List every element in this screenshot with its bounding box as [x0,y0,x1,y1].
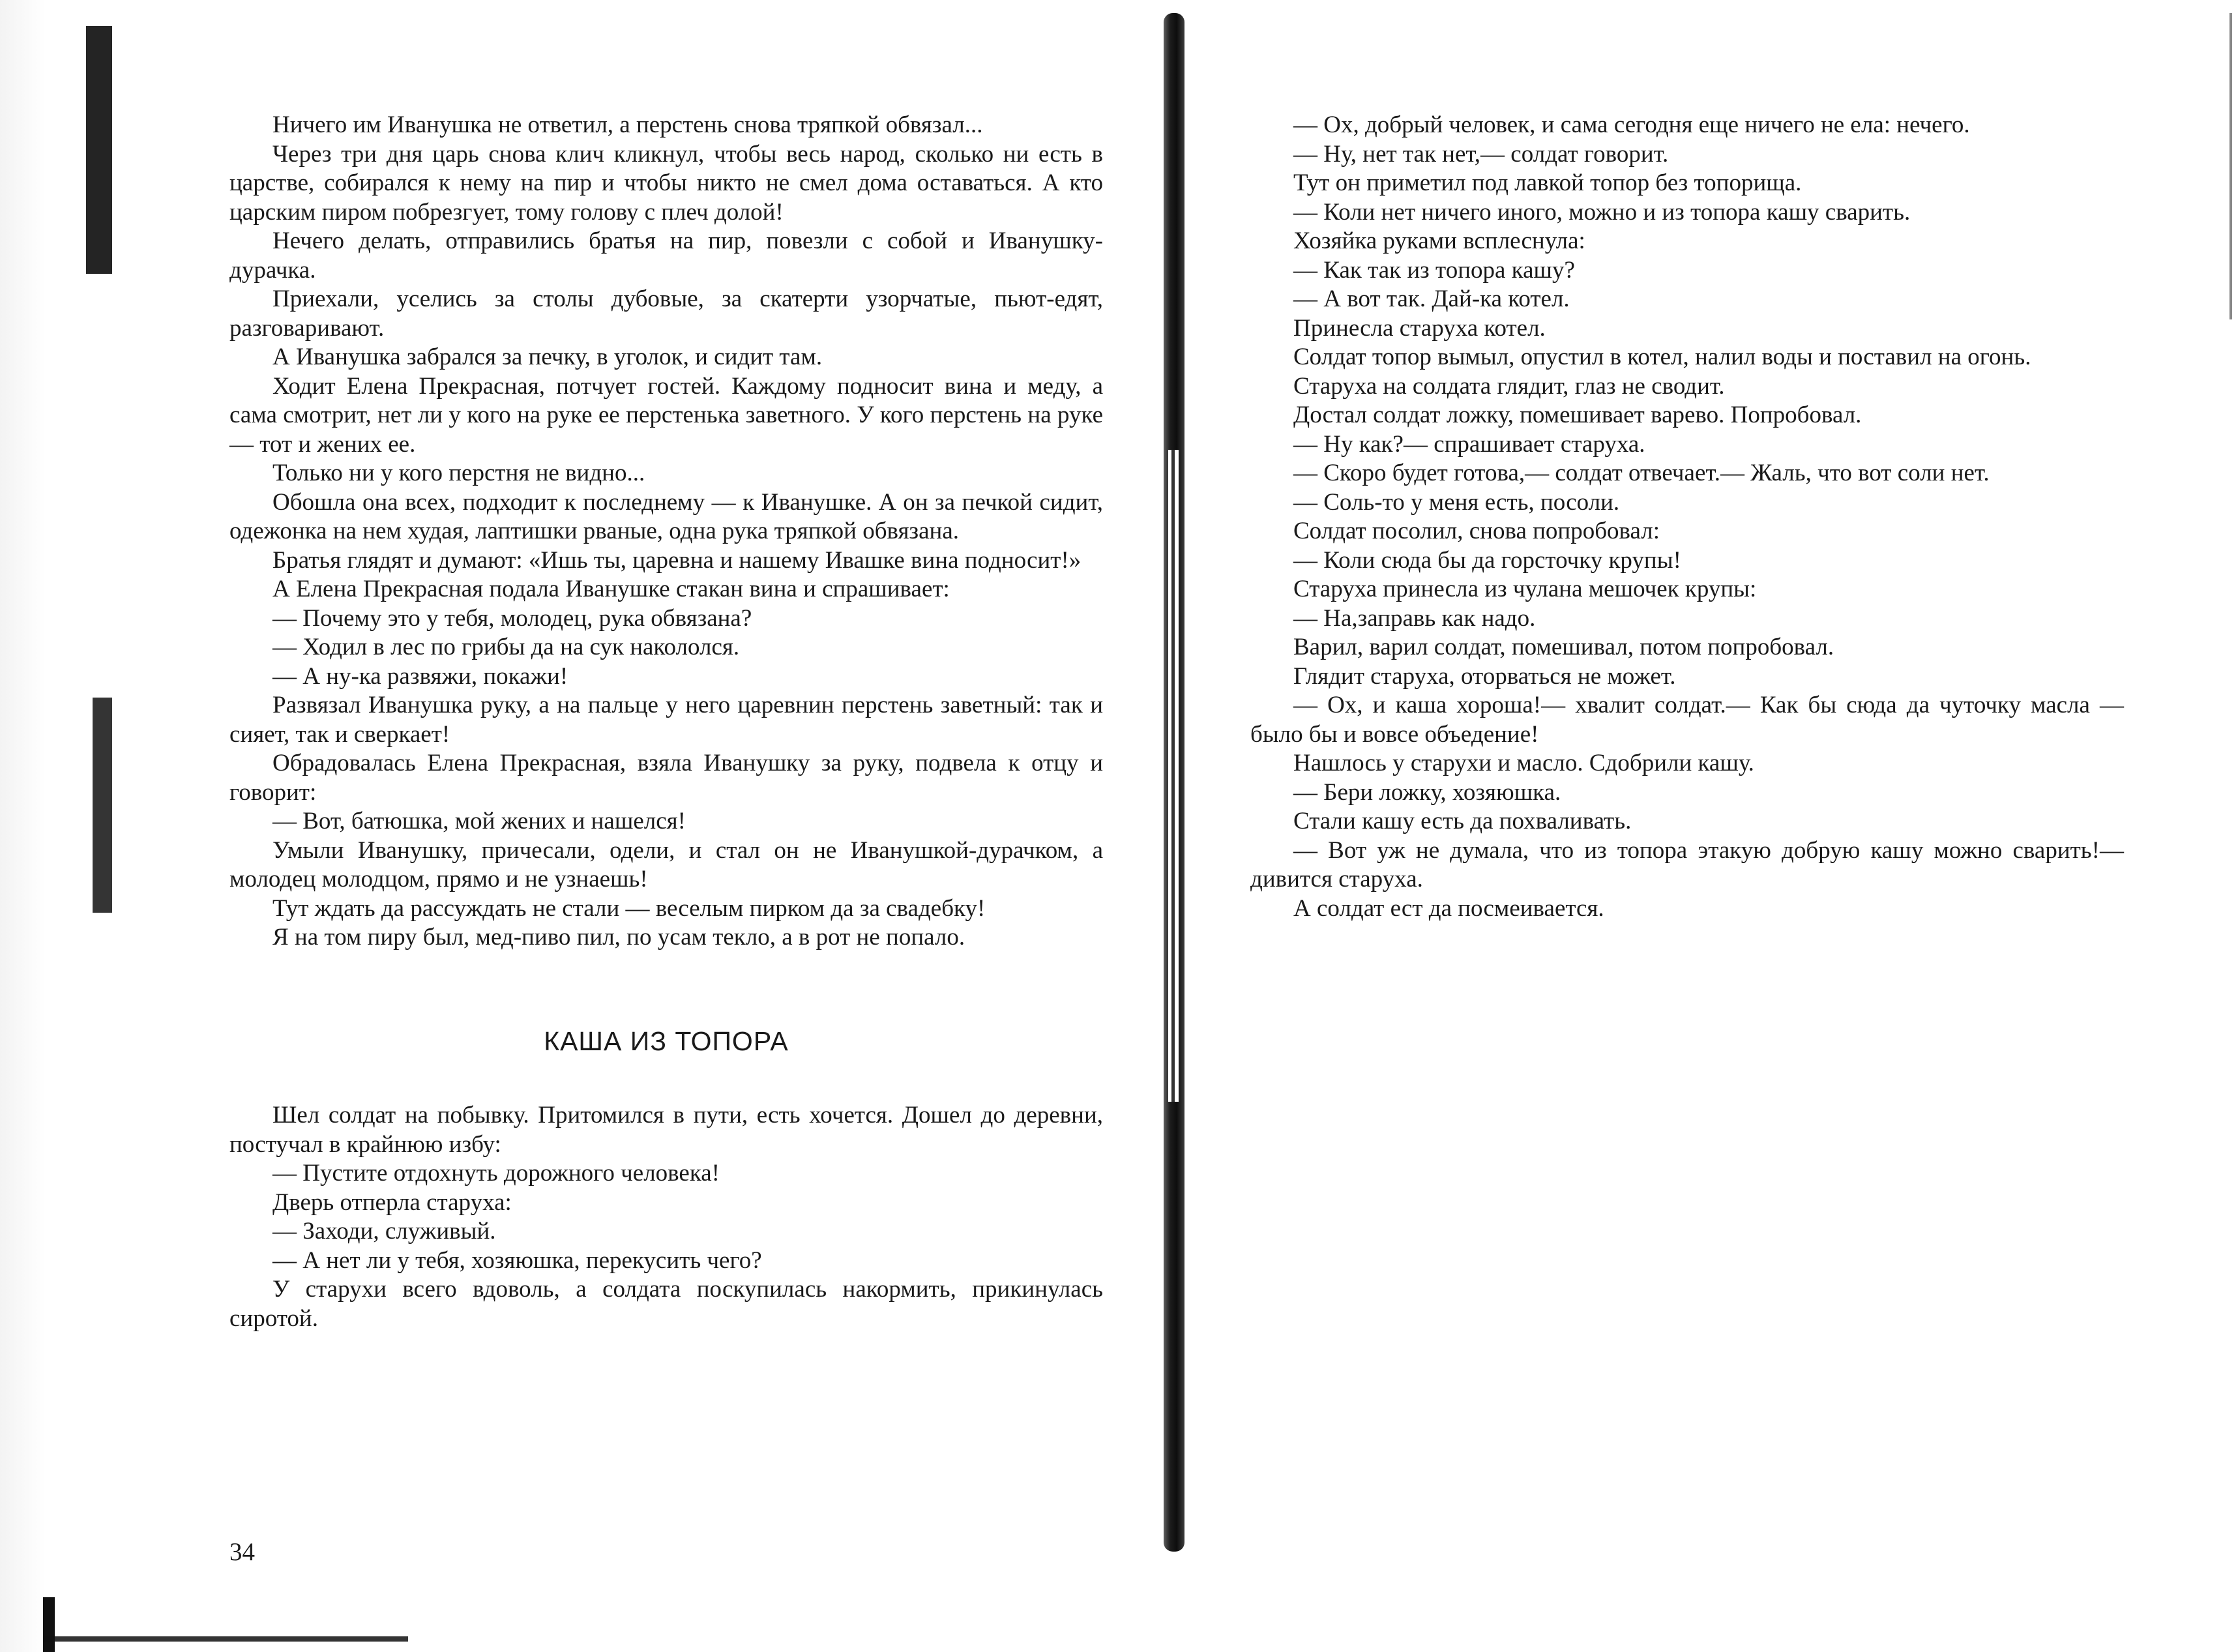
scan-artifact-bottom-corner [43,1597,55,1652]
left-page-text-after-heading [229,1101,1103,1333]
paragraph: — Ну как?— спрашивает старуха. [1293,430,1645,458]
paragraph: Солдат топор вымыл, опустил в котел, налил воды и поставил на огонь. [1293,344,2031,370]
paragraph: — А вот так. Дай-ка котел. [1293,286,1570,312]
paragraph: — Соль-то у меня есть, посоли. [1293,488,1620,516]
paragraph: Через три дня царь снова клич кликнул, чтобы весь народ, сколько ни есть в царстве, собирался к нему на пир и чтобы никто не смел дома оставаться. А кто царским пиром побрезгует, тому голову с плеч долой! [229,140,1103,226]
paragraph: — Скоро будет готова,— солдат отвечает.— Жаль, что вот соли нет. [1293,460,1990,486]
paragraph: Варил, варил солдат, помешивал, потом попробовал. [1293,634,1834,660]
paragraph: А солдат ест да посмеивается. [1293,894,1604,922]
paragraph: Тут ждать да рассуждать не стали — веселым пирком да за свадебку! [272,894,986,922]
right-page [1250,111,2124,923]
left-page-text-before-heading [229,111,1103,952]
paragraph: Развязал Иванушка руку, а на пальце у него царевнин перстень заветный: так и сияет, так и сверкает! [229,692,1103,748]
paragraph: — Почему это у тебя, молодец, рука обвязана? [272,604,752,632]
paragraph: — Ох, и каша хороша!— хвалит солдат.— Как бы сюда да чуточку масла — было бы и вовсе объедение! [1250,692,2124,748]
paragraph: Братья глядят и думают: «Ишь ты, царевна и нашему Ивашке вина подносит!» [272,546,1081,574]
book-spine-line [1171,450,1175,1102]
paragraph: Ничего им Иванушка не ответил, а перстень снова тряпкой обвязал... [272,111,983,138]
paragraph: — А нет ли у тебя, хозяюшка, перекусить чего? [272,1246,762,1274]
paragraph: Старуха принесла из чулана мешочек крупы: [1293,576,1757,602]
paragraph: Только ни у кого перстня не видно... [272,460,645,486]
paragraph: — А ну-ка развяжи, покажи! [272,662,568,690]
paragraph: — Пустите отдохнуть дорожного человека! [272,1160,720,1187]
story-heading: КАША ИЗ ТОПОРА [544,1025,789,1056]
scan-artifact-bottom-line [43,1636,408,1642]
scan-artifact-right-edge [2229,13,2232,319]
paragraph: Старуха на солдата глядит, глаз не сводит. [1293,372,1725,400]
paragraph: — Вот, батюшка, мой жених и нашелся! [272,808,686,834]
scan-artifact-top-left [86,26,112,274]
paragraph: Умыли Иванушку, причесали, одели, и стал он не Иванушкой-дурачком, а молодец молодцом, прямо и не узнаешь! [229,836,1103,892]
paragraph: — Вот уж не думала, что из топора этакую добрую кашу можно сварить!— дивится старуха. [1250,836,2124,892]
paragraph: У старухи всего вдоволь, а солдата поскупилась накормить, прикинулась сиротой. [229,1276,1103,1332]
paragraph: Обрадовалась Елена Прекрасная, взяла Иванушку за руку, подвела к отцу и говорит: [229,750,1103,806]
paragraph: Ходит Елена Прекрасная, потчует гостей. Каждому подносит вина и меду, а сама смотрит, нет ли у кого на руке ее перстенька заветного. У кого перстень на руке — тот и жених ее. [229,372,1103,458]
left-page [229,111,1103,1333]
paragraph: — Как так из топора кашу? [1293,256,1575,284]
page-number: 34 [229,1538,255,1566]
paragraph: А Иванушка забрался за печку, в уголок, и сидит там. [272,344,823,370]
paragraph: Нечего делать, отправились братья на пир, повезли с собой и Иванушку-дурачка. [229,228,1103,284]
scan-artifact-middle-left [93,698,112,913]
paragraph: Обошла она всех, подходит к последнему — к Иванушке. А он за печкой сидит, одежонка на нем худая, лаптишки рваные, одна рука тряпкой обвязана. [229,488,1103,544]
scan-edge-shadow [0,0,46,1652]
paragraph: — На,заправь как надо. [1293,604,1536,632]
paragraph: — Ох, добрый человек, и сама сегодня еще ничего не ела: нечего. [1293,111,1970,138]
paragraph: — Коли нет ничего иного, можно и из топора кашу сварить. [1293,198,1911,226]
paragraph: А Елена Прекрасная подала Иванушке стакан вина и спрашивает: [272,576,950,602]
paragraph: — Коли сюда бы да горсточку крупы! [1293,546,1681,574]
paragraph: — Ну, нет так нет,— солдат говорит. [1293,140,1669,168]
paragraph: Стали кашу есть да похваливать. [1293,808,1632,834]
paragraph: — Бери ложку, хозяюшка. [1293,778,1561,806]
paragraph: Принесла старуха котел. [1293,314,1546,342]
paragraph: Я на том пиру был, мед-пиво пил, по усам текло, а в рот не попало. [272,924,965,951]
paragraph: Нашлось у старухи и масло. Сдобрили кашу. [1293,750,1754,776]
paragraph: Приехали, уселись за столы дубовые, за скатерти узорчатые, пьют-едят, разговаривают. [229,286,1103,342]
paragraph: — Ходил в лес по грибы да на сук накололся. [272,634,740,660]
paragraph: Тут он приметил под лавкой топор без топорища. [1293,170,1802,196]
paragraph: Шел солдат на побывку. Притомился в пути, есть хочется. Дошел до деревни, постучал в крайнюю избу: [229,1102,1103,1158]
paragraph: Достал солдат ложку, помешивает варево. Попробовал. [1293,402,1862,428]
paragraph: Глядит старуха, оторваться не может. [1293,662,1676,690]
paragraph: Дверь отперла старуха: [272,1188,512,1216]
paragraph: Солдат посолил, снова попробовал: [1293,518,1660,544]
paragraph: — Заходи, служивый. [272,1218,496,1245]
paragraph: Хозяйка руками всплеснула: [1293,228,1585,254]
